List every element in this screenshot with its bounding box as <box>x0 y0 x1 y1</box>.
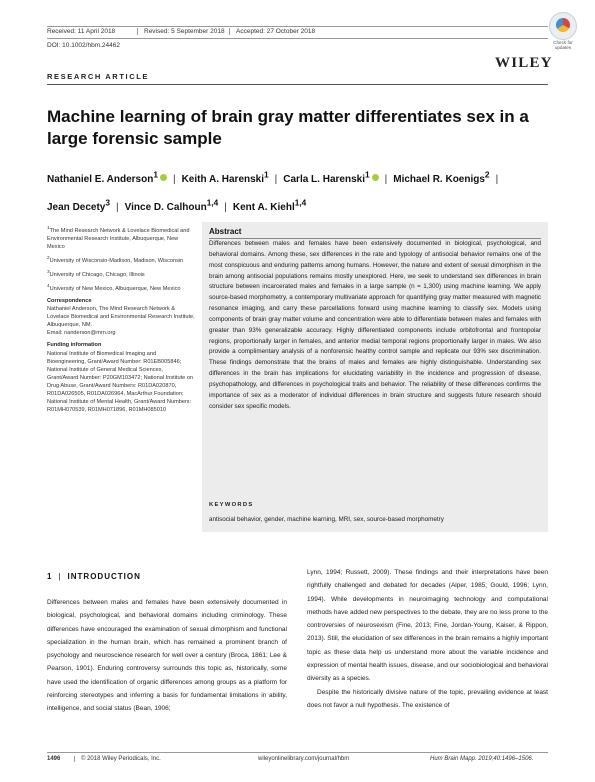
abstract-heading: Abstract <box>209 227 242 236</box>
affiliation: $^1$The Mind Research Network & Lovelace Biomedical and Environmental Research Institute, Albuquerque, New Mexico <box>47 225 190 251</box>
received-date: Received: 11 April 2018 <box>47 28 116 35</box>
body-column-right <box>307 566 548 712</box>
type-rule <box>47 84 548 85</box>
orcid-icon[interactable] <box>372 174 379 181</box>
copyright: © 2018 Wiley Periodicals, Inc. <box>74 756 161 762</box>
header-mid-rule <box>47 38 548 39</box>
header-top-rule <box>47 26 548 27</box>
paragraph: Lynn, 1994; Russett, 2009). These findings and their interpretations have been rightfully challenged and debated for decades (Alper, 1985; Gould, 1996; Lynn, 1994). While developments in neuroimaging technology and computational methods have added new perspectives to the debate, they are no less prone to the controversies of neurosexism (Fine, 2013; Fine, Jordan-Young, Kaiser, & Rippon, 2013). Still, the elucidation of sex differences in the brain remains a highly important topic as these data help us understand more about the variable incidence and expression of mental health issues, disease, and our sociobiological and behavioral diversity as a species. <box>307 569 548 683</box>
accepted-date: Accepted: 27 October 2018 <box>229 28 315 35</box>
affiliation: $^4$University of New Mexico, Albuquerque, New Mexico <box>47 283 181 292</box>
affiliations <box>47 224 195 414</box>
keywords-text: antisocial behavior, gender, machine learning, MRI, sex, source-based morphometry <box>209 516 444 523</box>
funding-heading: Funding information <box>47 342 102 349</box>
doi: DOI: 10.1002/hbm.24462 <box>47 42 120 49</box>
author[interactable]: Nathaniel E. Anderson$^1$ <box>47 174 167 185</box>
orcid-icon[interactable] <box>160 174 167 181</box>
citation: Hum Brain Mapp. 2019;40:1496–1506. <box>430 756 534 762</box>
author-list: Nathaniel E. Anderson$^1$ | Keith A. Harenski$^1$ | Carla L. Harenski$^1$ | Michael R. Koenigs$^2$ | Jean Decety$^3$ | Vince D. Calhoun$^{1,4}$ | Kent A. Kiehl$^{1,4}$ <box>47 170 499 213</box>
abstract-text: Differences between males and females have been extensively documented in biological, psychological, and behavioral domains. Among these, sex differences in the rate and typology of antisocial behavior remains one of the most conspicuous and enduring patterns among humans. However, the nature and extent of sexual dimorphism in the brain among antisocial populations remains mostly unexplored. Here, we seek to understand sex differences in brain structure between incarcerated males and females in a large sample (n = 1,300) using machine learning. We apply source-based morphometry, a contemporary multivariate approach for quantifying gray matter measured with magnetic resonance imaging, and carry these parcellations forward using machine learning to classify sex. Models using components of brain gray matter volume and concentration were able to differentiate between males and females with greater than 93% generalizable accuracy. Highly differentiated components include orbitofrontal and frontopolar regions, proportionally larger in females, and anterior medial temporal regions proportionally larger in males. We also provide a complimentary analysis of a nonforensic healthy control sample and replicate our 93% sex discrimination. These findings demonstrate that the brains of males and females are highly distinguishable. Understanding sex differences in the brain has implications for elucidating variability in the incidence and progression of disease, psychopathology, and differences in psychological traits and behavior. The reliability of these differences confirms the importance of sex as a moderator of individual differences in brain structure and suggests future research should consider sex specific models. <box>209 240 541 410</box>
correspondence: Correspondence Nathaniel Anderson, The Mind Research Network & Lovelace Biomedical and Environmental Research Institute, Albuquerque, NM. Email: nanderson@mrn.org <box>47 298 195 337</box>
funding: Funding information National Institute of Biomedical Imaging and Bioengineering, Grant/Award Number: R01EB005846; National Institute of General Medical Sciences, Grant/Award Number: P20GM103472; National Institute on Drug Abuse, Grant/Award Numbers: R01DA020870, R01DA026505, R01DA026964, MacArthur Foundation; National Institute of Mental Health, Grant/Award Numbers: R01MH070539, R01MH071896, R01MH085010 <box>47 342 194 414</box>
footer-rule <box>47 752 548 753</box>
author[interactable]: Michael R. Koenigs$^2$ <box>393 170 490 186</box>
revised-date: Revised: 5 September 2018 <box>137 28 225 35</box>
author[interactable]: Keith A. Harenski$^1$ <box>181 170 269 186</box>
author[interactable]: Carla L. Harenski$^1$ <box>283 174 378 185</box>
section-heading: 1 | INTRODUCTION <box>47 572 141 581</box>
publisher-logo: WILEY <box>495 55 553 71</box>
correspondence-email[interactable]: Email: nanderson@mrn.org <box>47 330 116 337</box>
correspondence-heading: Correspondence <box>47 298 92 304</box>
keywords-heading: KEYWORDS <box>209 502 254 508</box>
body-column-left: Differences between males and females have been extensively documented in biological, psychological, and behavioral domains including criminology. These differences have encouraged the examination of sexual dimorphism and functional specialization in the human brain, which has remained a prominent branch of psychology and neuroscience research for well over a century (Broca, 1861; Lee & Pearson, 1901). Enduring controversy surrounds this topic as, historically, some have used the identification of organic differences among groups as a platform for reinforcing stereotypes and inferring a basis for fundamental limitations in ability, intelligence, and social status (Bean, 1906; <box>47 599 287 713</box>
article-title: Machine learning of brain gray matter differentiates sex in a large forensic sample <box>47 107 529 148</box>
crossmark-badge[interactable] <box>546 12 580 50</box>
crossmark-label: Check for updates <box>553 40 573 50</box>
crossmark-icon <box>549 12 577 40</box>
author[interactable]: Jean Decety$^3$ <box>47 197 111 213</box>
author[interactable]: Kent A. Kiehl$^{1,4}$ <box>232 197 307 213</box>
article-type: RESEARCH ARTICLE <box>47 72 149 81</box>
paragraph: Despite the historically divisive nature of the topic, prevailing evidence at least does not favor a null hypothesis. The existence of <box>307 688 548 709</box>
affiliation: $^3$University of Chicago, Chicago, Illinois <box>47 269 145 278</box>
abstract-box <box>202 222 548 532</box>
author[interactable]: Vince D. Calhoun$^{1,4}$ <box>124 197 219 213</box>
affiliation: $^2$University of Wisconsin-Madison, Madison, Wisconsin <box>47 255 184 264</box>
journal-url[interactable]: wileyonlinelibrary.com/journal/hbm <box>258 756 350 762</box>
page-number: 1496 <box>47 756 61 762</box>
